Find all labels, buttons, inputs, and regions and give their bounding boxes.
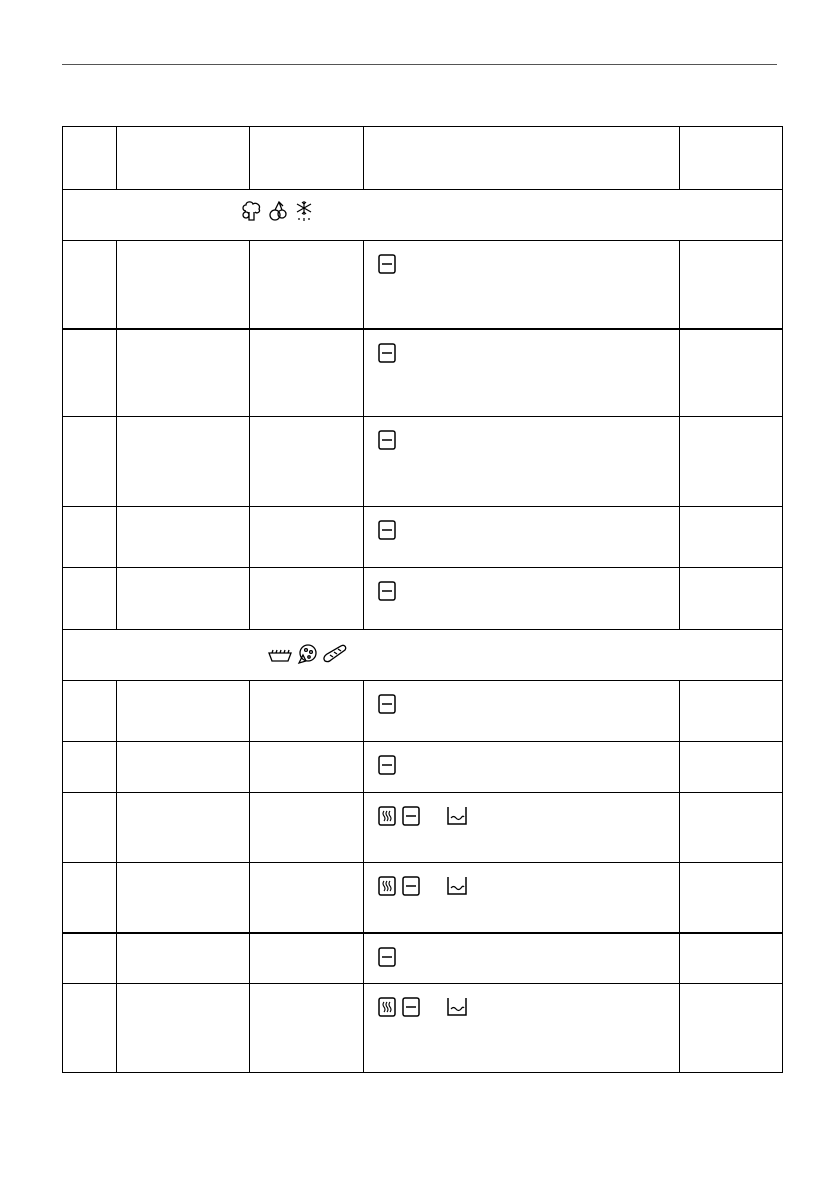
section-title-cell bbox=[63, 630, 783, 681]
top-bottom-heat-icon bbox=[378, 254, 396, 274]
steam-icon bbox=[378, 806, 396, 826]
function-cell bbox=[364, 863, 680, 933]
row-cell bbox=[250, 568, 364, 630]
row-cell bbox=[680, 863, 783, 933]
row-cell bbox=[250, 933, 364, 984]
table-row bbox=[63, 417, 783, 507]
table-row bbox=[63, 329, 783, 417]
function-cell bbox=[364, 984, 680, 1073]
section-title-cell bbox=[63, 190, 783, 241]
header-cell-5 bbox=[680, 127, 783, 190]
row-cell bbox=[117, 507, 250, 568]
row-cell bbox=[63, 681, 117, 742]
function-cell bbox=[364, 742, 680, 793]
table-row bbox=[63, 793, 783, 863]
section-header-baking bbox=[63, 630, 783, 681]
row-cell bbox=[117, 793, 250, 863]
row-cell bbox=[63, 793, 117, 863]
row-cell bbox=[63, 329, 117, 417]
row-cell bbox=[117, 984, 250, 1073]
top-bottom-heat-icon bbox=[378, 520, 396, 540]
table-header-row bbox=[63, 127, 783, 190]
baking-tray-icon bbox=[268, 645, 292, 663]
top-bottom-heat-icon bbox=[378, 755, 396, 775]
top-bottom-heat-icon bbox=[402, 876, 420, 896]
programme-table bbox=[62, 126, 783, 1073]
function-cell bbox=[364, 417, 680, 507]
water-tank-icon bbox=[446, 806, 468, 826]
top-bottom-heat-icon bbox=[378, 581, 396, 601]
water-tank-icon bbox=[446, 876, 468, 896]
row-cell bbox=[250, 984, 364, 1073]
baguette-icon bbox=[322, 644, 348, 664]
section-icons bbox=[268, 643, 348, 665]
row-cell bbox=[250, 417, 364, 507]
steam-icon bbox=[378, 997, 396, 1017]
table-row bbox=[63, 507, 783, 568]
header-cell-1 bbox=[63, 127, 117, 190]
row-cell bbox=[680, 984, 783, 1073]
row-cell bbox=[63, 241, 117, 329]
water-tank-icon bbox=[446, 997, 468, 1017]
row-cell bbox=[63, 417, 117, 507]
row-cell bbox=[250, 681, 364, 742]
table-row bbox=[63, 933, 783, 984]
table-row bbox=[63, 568, 783, 630]
section-header-vegetables bbox=[63, 190, 783, 241]
row-cell bbox=[63, 984, 117, 1073]
header-cell-2 bbox=[117, 127, 250, 190]
row-cell bbox=[117, 742, 250, 793]
table-row bbox=[63, 742, 783, 793]
row-cell bbox=[250, 241, 364, 329]
row-cell bbox=[63, 742, 117, 793]
row-cell bbox=[117, 241, 250, 329]
top-bottom-heat-icon bbox=[402, 997, 420, 1017]
function-cell bbox=[364, 933, 680, 984]
row-cell bbox=[117, 933, 250, 984]
frozen-icon bbox=[293, 200, 315, 222]
row-cell bbox=[250, 329, 364, 417]
top-bottom-heat-icon bbox=[378, 694, 396, 714]
row-cell bbox=[250, 863, 364, 933]
row-cell bbox=[63, 507, 117, 568]
row-cell bbox=[680, 793, 783, 863]
top-bottom-heat-icon bbox=[378, 430, 396, 450]
pizza-icon bbox=[296, 643, 318, 665]
table-row bbox=[63, 863, 783, 933]
top-bottom-heat-icon bbox=[378, 947, 396, 967]
row-cell bbox=[680, 241, 783, 329]
fruit-icon bbox=[267, 200, 289, 222]
function-cell bbox=[364, 241, 680, 329]
row-cell bbox=[117, 863, 250, 933]
function-cell bbox=[364, 681, 680, 742]
header-cell-3 bbox=[250, 127, 364, 190]
table-row bbox=[63, 681, 783, 742]
row-cell bbox=[117, 568, 250, 630]
row-cell bbox=[680, 329, 783, 417]
top-bottom-heat-icon bbox=[402, 806, 420, 826]
row-cell bbox=[63, 933, 117, 984]
row-cell bbox=[117, 681, 250, 742]
top-bottom-heat-icon bbox=[378, 343, 396, 363]
header-cell-4 bbox=[364, 127, 680, 190]
row-cell bbox=[63, 863, 117, 933]
row-cell bbox=[250, 507, 364, 568]
header-rule bbox=[62, 64, 777, 65]
row-cell bbox=[117, 329, 250, 417]
row-cell bbox=[117, 417, 250, 507]
function-cell bbox=[364, 329, 680, 417]
table-row bbox=[63, 984, 783, 1073]
row-cell bbox=[680, 417, 783, 507]
row-cell bbox=[250, 742, 364, 793]
function-cell bbox=[364, 568, 680, 630]
function-cell bbox=[364, 793, 680, 863]
row-cell bbox=[680, 681, 783, 742]
steam-icon bbox=[378, 876, 396, 896]
row-cell bbox=[680, 507, 783, 568]
row-cell bbox=[680, 742, 783, 793]
table-row bbox=[63, 241, 783, 329]
row-cell bbox=[250, 793, 364, 863]
row-cell bbox=[680, 933, 783, 984]
section-icons bbox=[241, 200, 315, 222]
vegetables-icon bbox=[241, 200, 263, 222]
function-cell bbox=[364, 507, 680, 568]
row-cell bbox=[680, 568, 783, 630]
row-cell bbox=[63, 568, 117, 630]
